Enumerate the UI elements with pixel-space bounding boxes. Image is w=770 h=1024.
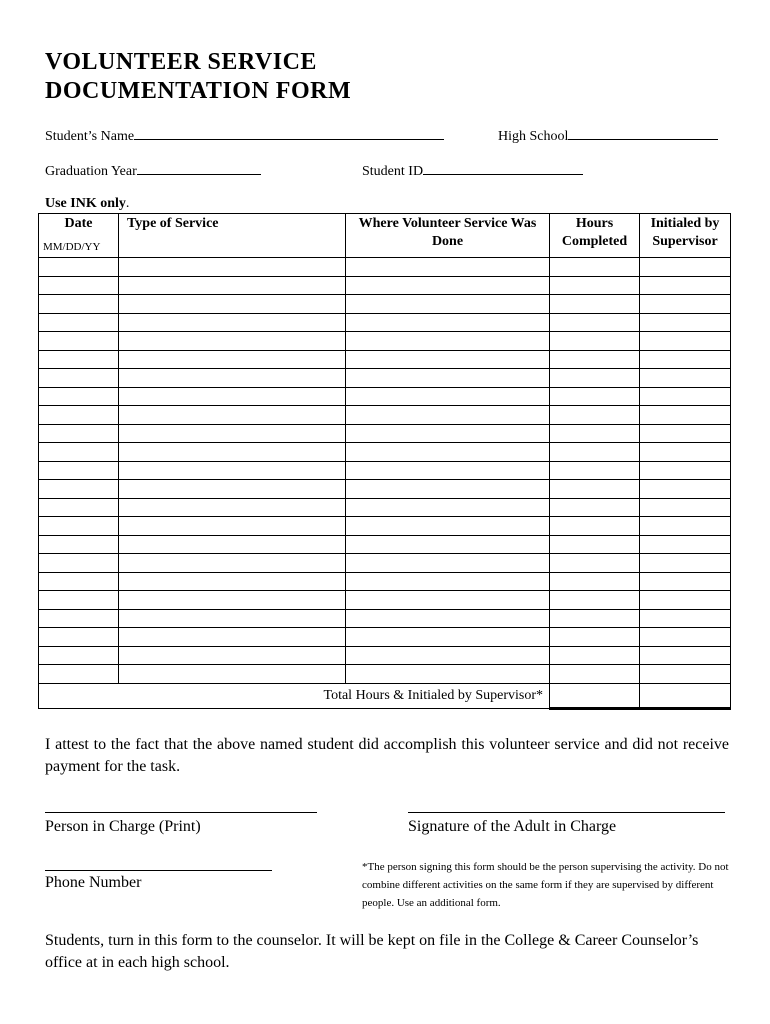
hours-cell[interactable] (550, 424, 640, 443)
type-cell[interactable] (119, 628, 346, 647)
ink-note-period: . (125, 196, 130, 211)
where-cell[interactable] (346, 461, 550, 480)
type-cell[interactable] (119, 665, 346, 684)
hours-cell[interactable] (550, 591, 640, 610)
table-row (39, 646, 731, 665)
where-cell[interactable] (346, 517, 550, 536)
type-cell[interactable] (119, 424, 346, 443)
table-row (39, 258, 731, 277)
date-cell[interactable] (39, 406, 119, 425)
hours-cell[interactable] (550, 554, 640, 573)
hours-cell[interactable] (550, 517, 640, 536)
hours-cell[interactable] (550, 572, 640, 591)
where-cell[interactable] (346, 276, 550, 295)
table-row (39, 350, 731, 369)
total-hours-label: Total Hours & Initialed by Supervisor* (39, 683, 550, 708)
date-cell[interactable] (39, 554, 119, 573)
initial-cell[interactable] (640, 276, 731, 295)
date-cell[interactable] (39, 350, 119, 369)
graduation-year-field[interactable] (45, 161, 261, 180)
ink-note (45, 196, 129, 212)
hours-cell[interactable] (550, 276, 640, 295)
date-cell[interactable] (39, 313, 119, 332)
hours-cell[interactable] (550, 406, 640, 425)
table-row (39, 480, 731, 499)
date-cell[interactable] (39, 424, 119, 443)
form-title-line1: VOLUNTEER SERVICE (45, 49, 317, 75)
type-cell[interactable] (119, 369, 346, 388)
header-where-done: Where Volunteer Service Was Done (346, 214, 550, 258)
student-name-label: Student’s Name (45, 129, 135, 144)
hours-cell[interactable] (550, 295, 640, 314)
header-date-format: MM/DD/YY (43, 241, 101, 253)
table-row (39, 591, 731, 610)
graduation-year-label: Graduation Year (45, 164, 137, 179)
table-row (39, 572, 731, 591)
where-cell[interactable] (346, 350, 550, 369)
initial-cell[interactable] (640, 295, 731, 314)
type-cell[interactable] (119, 554, 346, 573)
student-name-field[interactable] (45, 126, 444, 145)
where-cell[interactable] (346, 609, 550, 628)
initial-cell[interactable] (640, 572, 731, 591)
date-cell[interactable] (39, 295, 119, 314)
table-row (39, 424, 731, 443)
hours-cell[interactable] (550, 609, 640, 628)
hours-cell[interactable] (550, 628, 640, 647)
date-cell[interactable] (39, 276, 119, 295)
table-row (39, 535, 731, 554)
table-row (39, 628, 731, 647)
hours-cell[interactable] (550, 535, 640, 554)
date-cell[interactable] (39, 572, 119, 591)
where-cell[interactable] (346, 313, 550, 332)
attestation-text: I attest to the fact that the above named student did accomplish this volunteer service and did not receive payment for the task. (45, 736, 729, 775)
table-row (39, 276, 731, 295)
closing-instructions: Students, turn in this form to the counselor. It will be kept on file in the College & Career Counselor’s office at in each high school. (45, 932, 699, 971)
date-cell[interactable] (39, 480, 119, 499)
initial-cell[interactable] (640, 369, 731, 388)
table-row (39, 387, 731, 406)
initial-cell[interactable] (640, 498, 731, 517)
person-in-charge-label: Person in Charge (Print) (45, 818, 201, 835)
table-row (39, 609, 731, 628)
supervisor-footnote: *The person signing this form should be the person supervising the activity. Do not combine different activities on the same form if they are supervised by different people. Use an additional form. (362, 861, 729, 909)
date-cell[interactable] (39, 369, 119, 388)
table-row (39, 313, 731, 332)
initial-cell[interactable] (640, 591, 731, 610)
hours-cell[interactable] (550, 498, 640, 517)
initial-cell[interactable] (640, 387, 731, 406)
hours-cell[interactable] (550, 461, 640, 480)
person-in-charge-line[interactable] (45, 812, 317, 813)
where-cell[interactable] (346, 535, 550, 554)
high-school-line[interactable] (568, 126, 718, 140)
student-name-line[interactable] (134, 126, 444, 140)
high-school-label: High School (498, 129, 569, 144)
initial-cell[interactable] (640, 258, 731, 277)
date-cell[interactable] (39, 498, 119, 517)
table-row (39, 295, 731, 314)
initial-cell[interactable] (640, 424, 731, 443)
type-cell[interactable] (119, 572, 346, 591)
date-cell[interactable] (39, 628, 119, 647)
student-id-line[interactable] (423, 161, 583, 175)
where-cell[interactable] (346, 295, 550, 314)
initial-cell[interactable] (640, 480, 731, 499)
total-hours-cell[interactable] (550, 683, 640, 708)
table-row (39, 461, 731, 480)
where-cell[interactable] (346, 554, 550, 573)
table-row (39, 369, 731, 388)
where-cell[interactable] (346, 406, 550, 425)
date-cell[interactable] (39, 665, 119, 684)
initial-cell[interactable] (640, 350, 731, 369)
where-cell[interactable] (346, 572, 550, 591)
adult-signature-label: Signature of the Adult in Charge (408, 818, 617, 835)
table-row (39, 332, 731, 351)
table-body (39, 258, 731, 709)
service-log-table (38, 213, 731, 710)
type-cell[interactable] (119, 591, 346, 610)
table-row (39, 554, 731, 573)
total-row (39, 683, 731, 708)
type-cell[interactable] (119, 517, 346, 536)
hours-cell[interactable] (550, 313, 640, 332)
type-cell[interactable] (119, 498, 346, 517)
hours-cell[interactable] (550, 332, 640, 351)
initial-cell[interactable] (640, 313, 731, 332)
where-cell[interactable] (346, 387, 550, 406)
header-initialed-by-supervisor: Initialed by Supervisor (640, 214, 731, 258)
student-id-label: Student ID (362, 164, 424, 179)
type-cell[interactable] (119, 535, 346, 554)
hours-cell[interactable] (550, 443, 640, 462)
where-cell[interactable] (346, 332, 550, 351)
hours-cell[interactable] (550, 369, 640, 388)
header-date (39, 214, 119, 258)
where-cell[interactable] (346, 628, 550, 647)
where-cell[interactable] (346, 424, 550, 443)
type-cell[interactable] (119, 646, 346, 665)
adult-signature-line[interactable] (408, 812, 725, 813)
where-cell[interactable] (346, 258, 550, 277)
type-cell[interactable] (119, 480, 346, 499)
initial-cell[interactable] (640, 443, 731, 462)
header-hours-completed: Hours Completed (550, 214, 640, 258)
initial-cell[interactable] (640, 332, 731, 351)
phone-number-label: Phone Number (45, 874, 142, 891)
where-cell[interactable] (346, 591, 550, 610)
header-type-of-service: Type of Service (119, 214, 346, 258)
type-cell[interactable] (119, 406, 346, 425)
form-title (45, 48, 351, 106)
type-cell[interactable] (119, 295, 346, 314)
type-cell[interactable] (119, 443, 346, 462)
type-cell[interactable] (119, 461, 346, 480)
date-cell[interactable] (39, 517, 119, 536)
date-cell[interactable] (39, 591, 119, 610)
where-cell[interactable] (346, 646, 550, 665)
total-initial-cell[interactable] (640, 683, 731, 708)
hours-cell[interactable] (550, 646, 640, 665)
hours-cell[interactable] (550, 258, 640, 277)
initial-cell[interactable] (640, 535, 731, 554)
form-title-line2: DOCUMENTATION FORM (45, 78, 352, 104)
type-cell[interactable] (119, 332, 346, 351)
where-cell[interactable] (346, 443, 550, 462)
type-cell[interactable] (119, 258, 346, 277)
table-row (39, 443, 731, 462)
initial-cell[interactable] (640, 628, 731, 647)
where-cell[interactable] (346, 369, 550, 388)
hours-cell[interactable] (550, 350, 640, 369)
type-cell[interactable] (119, 350, 346, 369)
table-row (39, 406, 731, 425)
hours-cell[interactable] (550, 387, 640, 406)
date-cell[interactable] (39, 646, 119, 665)
table-row (39, 498, 731, 517)
table-row (39, 665, 731, 684)
initial-cell[interactable] (640, 665, 731, 684)
initial-cell[interactable] (640, 554, 731, 573)
phone-number-line[interactable] (45, 870, 272, 871)
where-cell[interactable] (346, 665, 550, 684)
type-cell[interactable] (119, 313, 346, 332)
student-id-field[interactable] (362, 161, 583, 180)
type-cell[interactable] (119, 609, 346, 628)
table-row (39, 517, 731, 536)
ink-note-text: Use INK only (45, 196, 126, 211)
type-cell[interactable] (119, 276, 346, 295)
initial-cell[interactable] (640, 461, 731, 480)
type-cell[interactable] (119, 387, 346, 406)
date-cell[interactable] (39, 535, 119, 554)
date-cell[interactable] (39, 258, 119, 277)
graduation-year-line[interactable] (137, 161, 261, 175)
hours-cell[interactable] (550, 665, 640, 684)
date-cell[interactable] (39, 461, 119, 480)
date-cell[interactable] (39, 332, 119, 351)
where-cell[interactable] (346, 480, 550, 499)
table-header-row (39, 214, 731, 258)
date-cell[interactable] (39, 609, 119, 628)
high-school-field[interactable] (498, 126, 718, 145)
initial-cell[interactable] (640, 406, 731, 425)
date-cell[interactable] (39, 387, 119, 406)
where-cell[interactable] (346, 498, 550, 517)
hours-cell[interactable] (550, 480, 640, 499)
initial-cell[interactable] (640, 609, 731, 628)
initial-cell[interactable] (640, 517, 731, 536)
date-cell[interactable] (39, 443, 119, 462)
header-date-label: Date (64, 216, 93, 231)
initial-cell[interactable] (640, 646, 731, 665)
